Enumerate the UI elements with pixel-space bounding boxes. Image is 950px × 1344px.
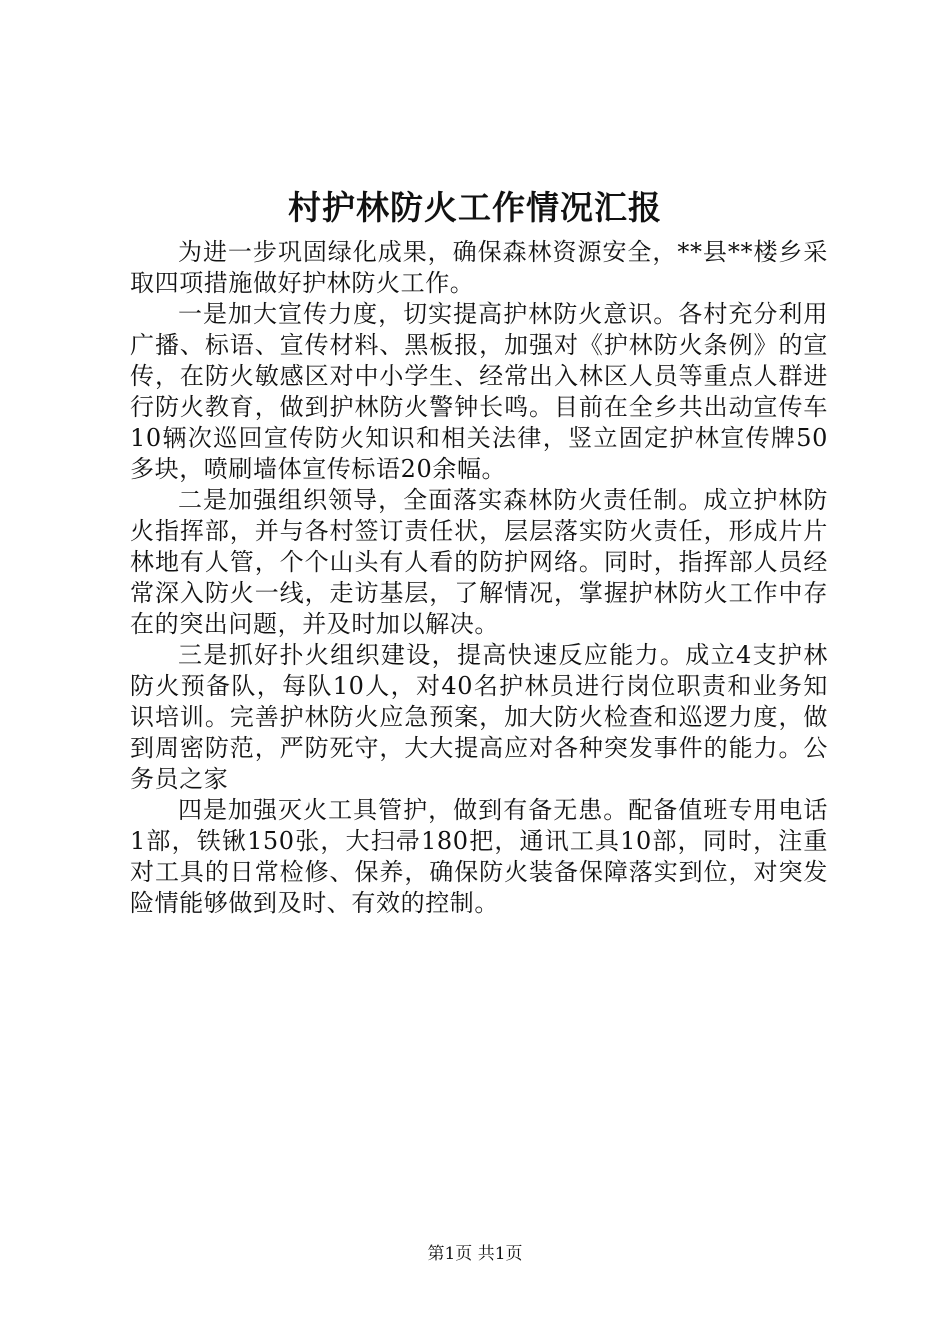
paragraph-measure-4: 四是加强灭火工具管护，做到有备无患。配备值班专用电话1部，铁锹150张，大扫帚180把，通讯工具10部，同时，注重对工具的日常检修、保养，确保防火装备保障落实到位，对突发险情能够做到及时、有效的控制。 <box>130 796 828 917</box>
paragraph-measure-1: 一是加大宣传力度，切实提高护林防火意识。各村充分利用广播、标语、宣传材料、黑板报，加强对《护林防火条例》的宣传，在防火敏感区对中小学生、经常出入林区人员等重点人群进行防火教育，做到护林防火警钟长鸣。目前在全乡共出动宣传车10辆次巡回宣传防火知识和相关法律，竖立固定护林宣传牌50多块，喷刷墙体宣传标语20余幅。 <box>130 300 828 483</box>
paragraph-intro: 为进一步巩固绿化成果，确保森林资源安全，**县**楼乡采取四项措施做好护林防火工作。 <box>130 238 828 297</box>
paragraph-measure-3: 三是抓好扑火组织建设，提高快速反应能力。成立4支护林防火预备队，每队10人，对40名护林员进行岗位职责和业务知识培训。完善护林防火应急预案，加大防火检查和巡逻力度，做到周密防范，严防死守，大大提高应对各种突发事件的能力。公务员之家 <box>130 641 828 793</box>
paragraph-measure-2: 二是加强组织领导，全面落实森林防火责任制。成立护林防火指挥部，并与各村签订责任状，层层落实防火责任，形成片片林地有人管，个个山头有人看的防护网络。同时，指挥部人员经常深入防火一线，走访基层，了解情况，掌握护林防火工作中存在的突出问题，并及时加以解决。 <box>130 486 828 638</box>
document-body <box>130 237 828 919</box>
page-footer: 第1页 共1页 <box>427 1244 523 1264</box>
document-title: 村护林防火工作情况汇报 <box>288 188 662 227</box>
